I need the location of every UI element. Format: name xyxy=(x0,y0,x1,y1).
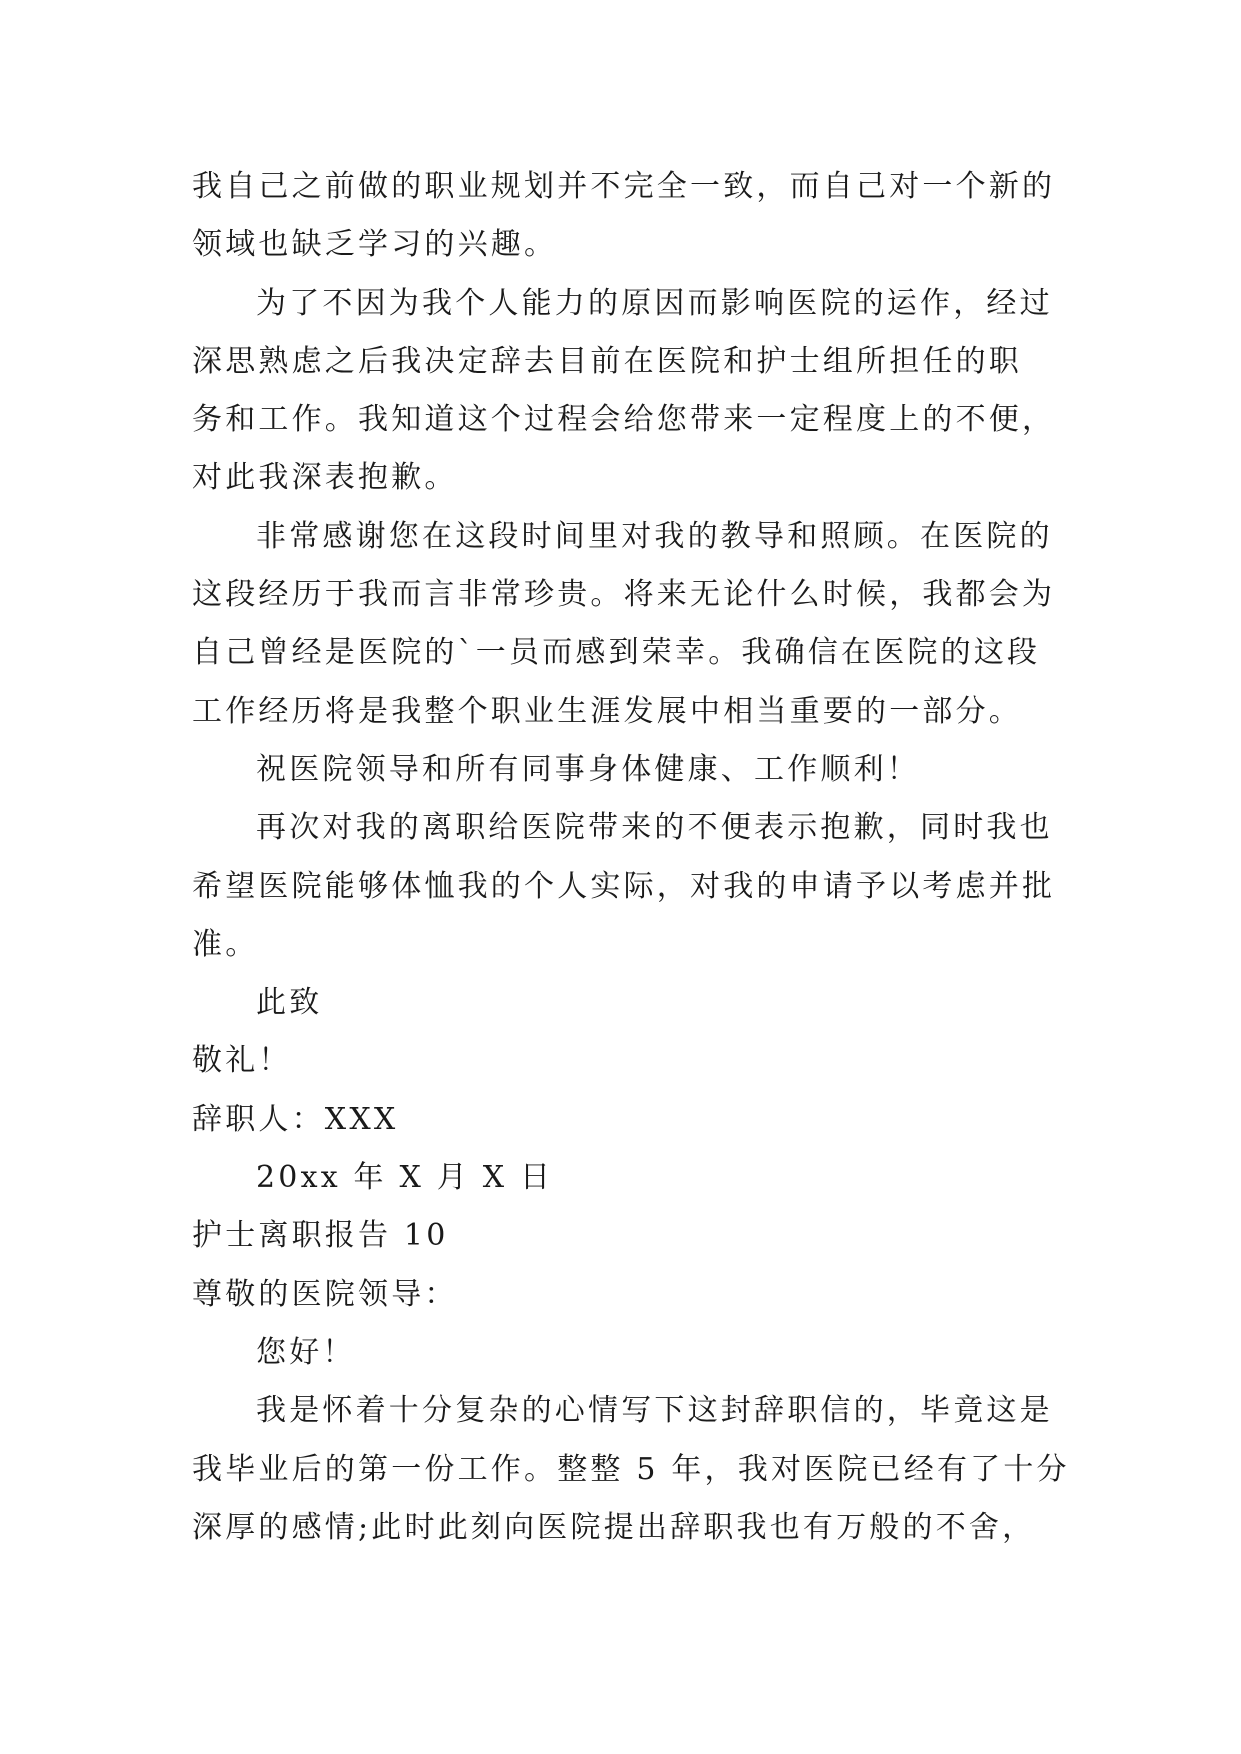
text-line: 这段经历于我而言非常珍贵。将来无论什么时候，我都会为 xyxy=(192,577,1056,613)
text-line: 20xx 年 X 月 X 日 xyxy=(256,1160,554,1196)
text-line: 希望医院能够体恤我的个人实际，对我的申请予以考虑并批 xyxy=(192,868,1056,904)
text-line: 深厚的感情;此时此刻向医院提出辞职我也有万般的不舍， xyxy=(192,1509,1036,1545)
text-line: 您好！ xyxy=(256,1334,356,1370)
text-line: 护士离职报告 10 xyxy=(192,1218,449,1254)
text-line: 我自己之前做的职业规划并不完全一致，而自己对一个新的 xyxy=(192,169,1056,204)
text-line: 非常感谢您在这段时间里对我的教导和照顾。在医院的 xyxy=(256,518,1053,554)
text-line: 再次对我的离职给医院带来的不便表示抱歉，同时我也 xyxy=(256,810,1053,846)
text-line: 对此我深表抱歉。 xyxy=(192,460,458,496)
text-line: 自己曾经是医院的`一员而感到荣幸。我确信在医院的这段 xyxy=(192,635,1041,671)
text-line: 深思熟虑之后我决定辞去目前在医院和护士组所担任的职 xyxy=(192,343,1022,379)
text-line: 我是怀着十分复杂的心情写下这封辞职信的，毕竟这是 xyxy=(256,1393,1053,1429)
text-line: 为了不因为我个人能力的原因而影响医院的运作，经过 xyxy=(256,285,1053,321)
text-line: 务和工作。我知道这个过程会给您带来一定程度上的不便， xyxy=(192,402,1056,438)
text-line: 工作经历将是我整个职业生涯发展中相当重要的一部分。 xyxy=(192,693,1022,729)
text-line: 辞职人：XXX xyxy=(192,1101,399,1137)
text-line: 此致 xyxy=(256,985,323,1021)
text-line: 敬礼！ xyxy=(192,1043,292,1079)
letter-body xyxy=(192,158,1070,1557)
text-line: 准。 xyxy=(192,926,259,962)
text-line: 领域也缺乏学习的兴趣。 xyxy=(192,227,558,263)
text-line: 我毕业后的第一份工作。整整 5 年，我对医院已经有了十分 xyxy=(192,1451,1070,1487)
text-line: 尊敬的医院领导： xyxy=(192,1276,458,1312)
text-line: 祝医院领导和所有同事身体健康、工作顺利！ xyxy=(256,751,920,787)
